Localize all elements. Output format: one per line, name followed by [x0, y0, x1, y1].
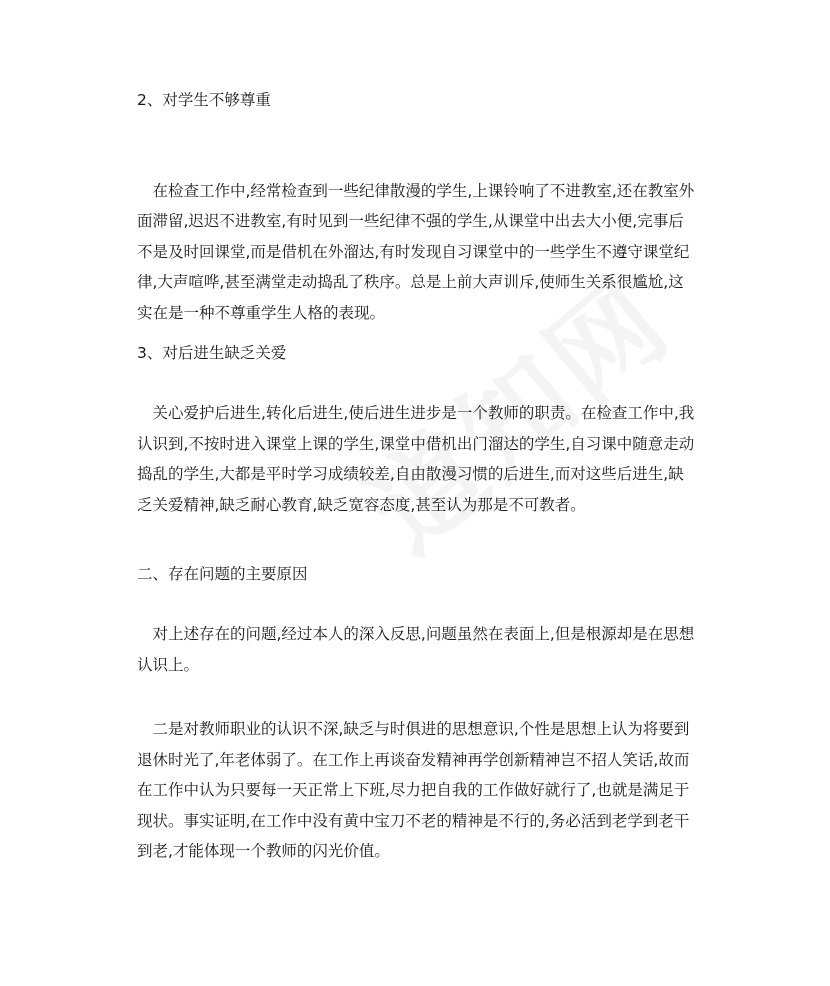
heading-care-underachievers: 3、对后进生缺乏关爱: [137, 344, 287, 362]
paragraph-respect-students-text: 在检查工作中,经常检查到一些纪律散漫的学生,上课铃响了不进教室,还在教室外面滞留,迟迟不进教室,有时见到一些纪律不强的学生,从课堂中出去大小便,完事后不是及时回课堂,而是借机在外溜达,有时发现自习课堂中的一些学生不遵守课堂纪律,大声喧哗,甚至满堂走动捣乱了秩序。总是上前大声训斥,使师生关系很尴尬,这实在是一种不尊重学生人格的表现。: [137, 181, 695, 322]
paragraph-second-cause-text: 二是对教师职业的认识不深,缺乏与时俱进的思想意识,个性是思想上认为将要到退休时光了,年老体弱了。在工作上再谈奋发精神再学创新精神岂不招人笑话,故而在工作中认为只要每一天正常上下班,尽力把自我的工作做好就行了,也就是满足于现状。事实证明,在工作中没有黄中宝刀不老的精神是不行的,务必活到老学到老干到老,才能体现一个教师的闪光价值。: [137, 720, 690, 860]
paragraph-care-underachievers: [137, 398, 695, 520]
paragraph-respect-students: [137, 145, 695, 328]
paragraph-main-causes-text: 对上述存在的问题,经过本人的深入反思,问题虽然在表面上,但是根源却是在思想认识上。: [137, 625, 695, 674]
heading-respect-students: 2、对学生不够尊重: [137, 91, 271, 109]
paragraph-care-underachievers-text: 关心爱护后进生,转化后进生,使后进生进步是一个教师的职责。在检查工作中,我认识到,不按时进入课堂上课的学生,课堂中借机出门溜达的学生,自习课中随意走动捣乱的学生,大都是平时学习成绩较差,自由散漫习惯的后进生,而对这些后进生,缺乏关爱精神,缺乏耐心教育,缺乏宽容态度,甚至认为那是不可教者。: [137, 404, 695, 514]
heading-main-causes: 二、存在问题的主要原因: [137, 565, 308, 583]
paragraph-second-cause: [137, 714, 695, 867]
paragraph-main-causes: [137, 619, 695, 680]
